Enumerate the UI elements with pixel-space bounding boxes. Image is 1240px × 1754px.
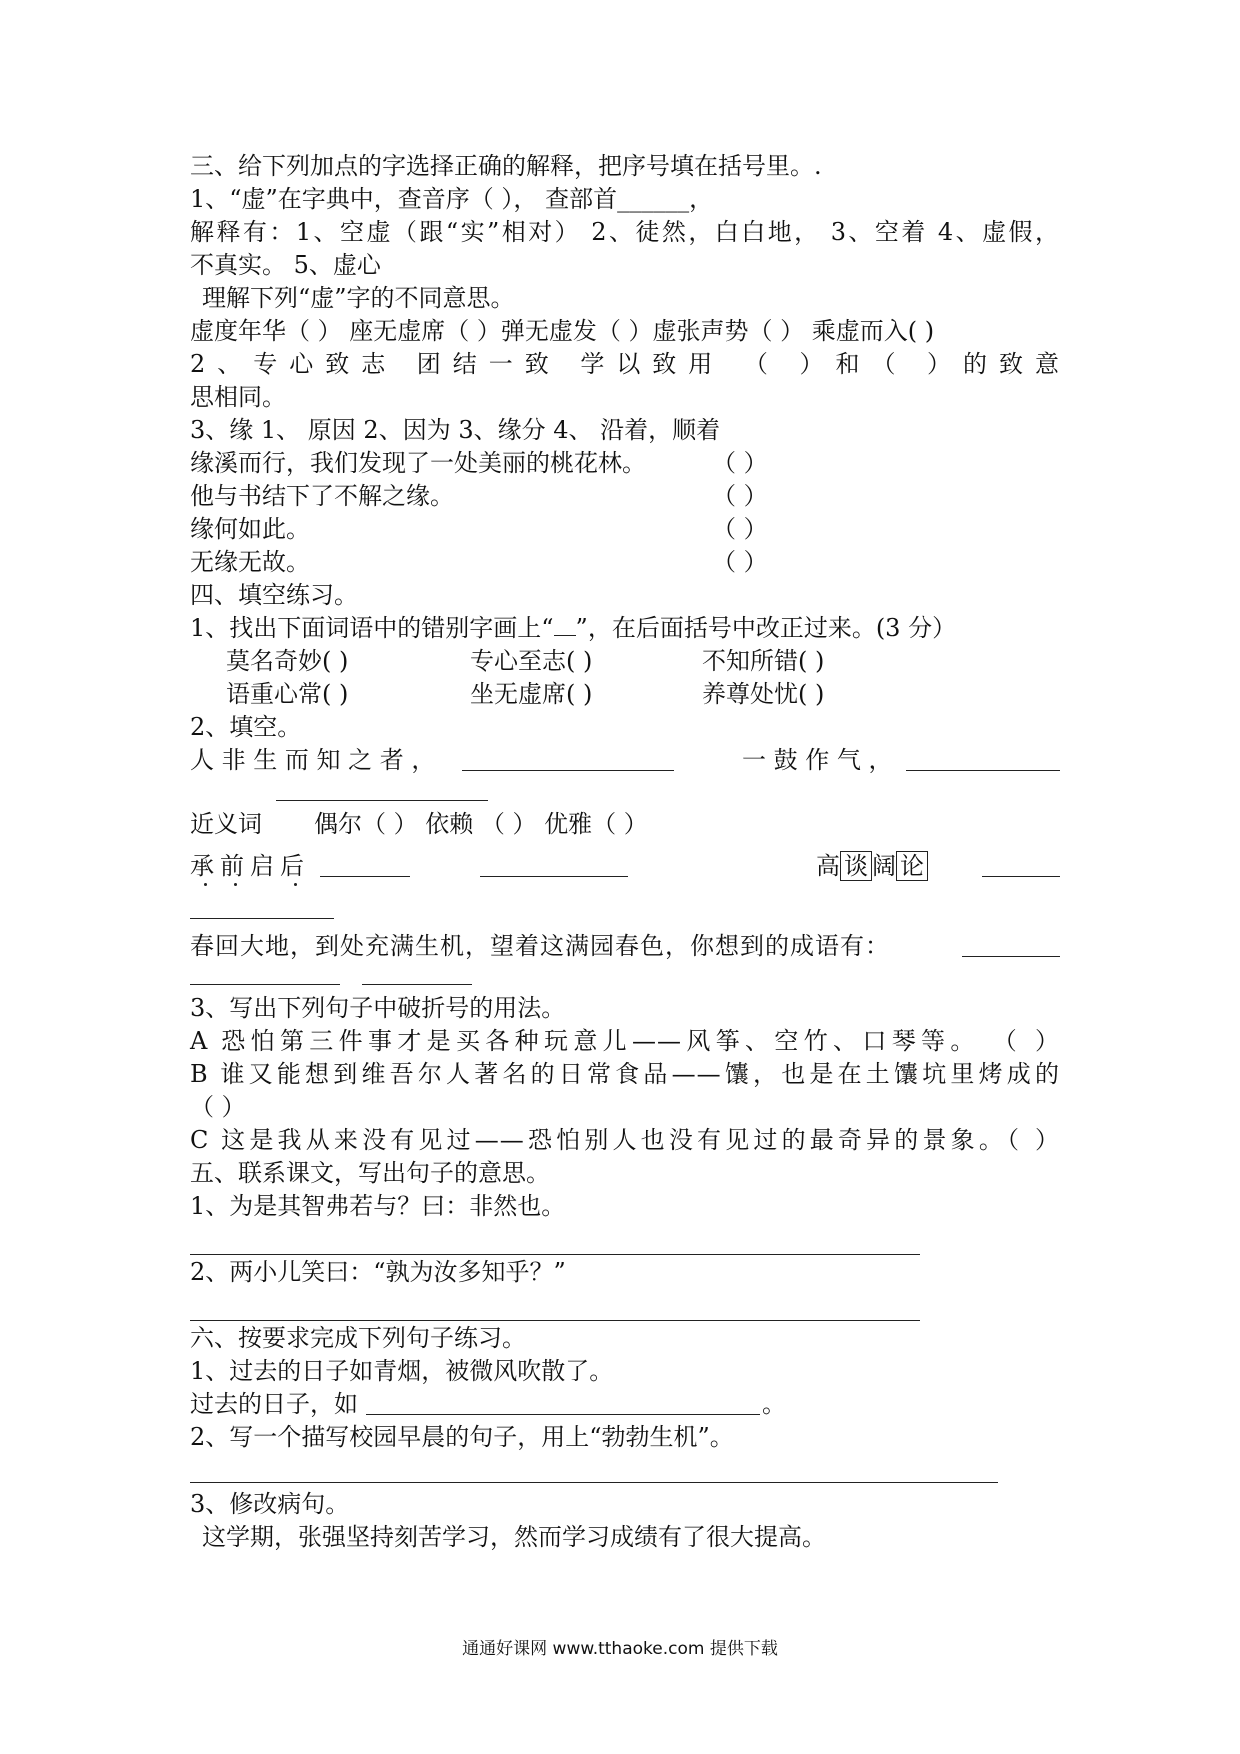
answer-blank [276, 800, 488, 801]
q4-3-b: B 谁又能想到维吾尔人著名的日常食品——馕，也是在土馕坑里烤成的 [190, 1060, 1060, 1088]
idiom-char: 后 [280, 852, 310, 880]
q3-2-line2: 思相同。 [190, 383, 286, 411]
fill-text-a: 人 非 生 而 知 之 者 ， [190, 746, 436, 774]
list-item [190, 480, 890, 512]
answer-blank [320, 876, 410, 877]
fill-text-b: 一 鼓 作 气 ， [742, 746, 893, 774]
idiom-char: 启 [250, 852, 280, 880]
answer-paren: （ ） [712, 482, 768, 510]
answer-blank [480, 876, 628, 877]
answer-paren: （ ） [712, 449, 768, 477]
q4-3-b-paren: （ ） [190, 1093, 246, 1121]
q3-3-item-text: 缘溪而行，我们发现了一处美丽的桃花林。 [190, 449, 646, 477]
typo-item: 养尊处忧( ) [702, 680, 825, 708]
q3-2-line1: 2、专心致志 团结一致 学以致用 （ ）和（ ）的致意 [190, 350, 1060, 378]
section-3-heading: 三、给下列加点的字选择正确的解释，把序号填在括号里。. [190, 152, 822, 180]
list-item [190, 513, 890, 545]
idiom-char: 前 [220, 852, 250, 880]
q6-3-sentence: 这学期，张强坚持刻苦学习，然而学习成绩有了很大提高。 [202, 1523, 826, 1551]
typo-item: 专心至志( ) [470, 647, 593, 675]
answer-blank [462, 770, 674, 771]
list-item [190, 447, 890, 479]
q4-3-prompt: 3、写出下列句子中破折号的用法。 [190, 994, 566, 1022]
q4-1-prompt [190, 612, 956, 644]
boxed-char: 谈 [840, 851, 872, 881]
q6-1-fill-end: 。 [762, 1390, 786, 1418]
answer-blank [982, 876, 1060, 877]
q6-1: 1、过去的日子如青烟，被微风吹散了。 [190, 1357, 614, 1385]
list-item [190, 546, 890, 578]
section-4-heading: 四、填空练习。 [190, 581, 358, 609]
answer-line [190, 1482, 998, 1483]
boxed-char: 论 [896, 851, 928, 881]
q3-3-item-text: 他与书结下了不解之缘。 [190, 482, 454, 510]
answer-blank [962, 956, 1060, 957]
idiom2-char: 高 [816, 852, 840, 880]
answer-blank [190, 984, 340, 985]
typo-item: 莫名奇妙( ) [226, 647, 349, 675]
q6-1-fill-text: 过去的日子，如 [190, 1390, 358, 1418]
answer-line [190, 1320, 920, 1321]
section-6-heading: 六、按要求完成下列句子练习。 [190, 1324, 526, 1352]
typo-item: 坐无虚席( ) [470, 680, 593, 708]
q3-1-line3: 不真实。 5、虚心 [190, 251, 381, 279]
q3-1-line1: 1、“虚”在字典中，查音序（ ）， 查部首______， [190, 185, 714, 213]
q3-3-line1: 3、缘 1、 原因 2、因为 3、缘分 4、 沿着，顺着 [190, 416, 721, 444]
q4-3-a: A 恐怕第三件事才是买各种玩意儿——风筝、空竹、口琴等。 （ ） [190, 1027, 1060, 1055]
q5-1: 1、为是其智弗若与？曰：非然也。 [190, 1192, 566, 1220]
q4-1-prompt-b: ”，在后面括号中改正过来。(3 分） [575, 614, 957, 642]
q3-1-line2: 解释有：1、空虚（跟“实”相对） 2、徒然，白白地， 3、空着 4、虚假， [190, 218, 1060, 246]
idiom-char: 承 [190, 852, 220, 880]
section-5-heading: 五、联系课文，写出句子的意思。 [190, 1159, 550, 1187]
answer-blank [190, 918, 334, 919]
answer-paren: （ ） [712, 515, 768, 543]
answer-line [190, 1254, 920, 1255]
synonym-items: 偶尔（ ） 依赖 （ ） 优雅（ ） [314, 810, 648, 838]
idiom2-char: 阔 [872, 852, 896, 880]
spring-text: 春回大地，到处充满生机，望着这满园春色，你想到的成语有： [190, 932, 890, 960]
q3-3-item-text: 缘何如此。 [190, 515, 310, 543]
answer-blank [366, 1414, 760, 1415]
q3-1-items: 虚度年华（ ） 座无虚席（ ）弹无虚发（ ）虚张声势（ ） 乘虚而入( ) [190, 317, 935, 345]
q5-2: 2、两小儿笑曰：“孰为汝多知乎？” [190, 1258, 566, 1286]
q3-1-subprompt: 理解下列“虚”字的不同意思。 [202, 284, 515, 312]
typo-item: 语重心常( ) [226, 680, 349, 708]
q3-3-item-text: 无缘无故。 [190, 548, 310, 576]
q4-3-c: C 这是我从来没有见过——恐怕别人也没有见过的最奇异的景象。（ ） [190, 1126, 1060, 1154]
answer-blank [906, 770, 1060, 771]
q6-3: 3、修改病句。 [190, 1490, 350, 1518]
underline-sample [554, 613, 576, 636]
page-footer: 通通好课网 www.tthaoke.com 提供下载 [462, 1639, 778, 1659]
q4-1-prompt-a: 1、找出下面词语中的错别字画上“ [190, 614, 554, 642]
idiom-chars [190, 850, 310, 882]
idiom2 [816, 850, 928, 882]
answer-paren: （ ） [712, 548, 768, 576]
answer-blank [362, 984, 472, 985]
q4-2-prompt: 2、填空。 [190, 713, 302, 741]
synonym-label: 近义词 [190, 810, 262, 838]
q6-2: 2、写一个描写校园早晨的句子，用上“勃勃生机”。 [190, 1423, 734, 1451]
typo-item: 不知所错( ) [702, 647, 825, 675]
